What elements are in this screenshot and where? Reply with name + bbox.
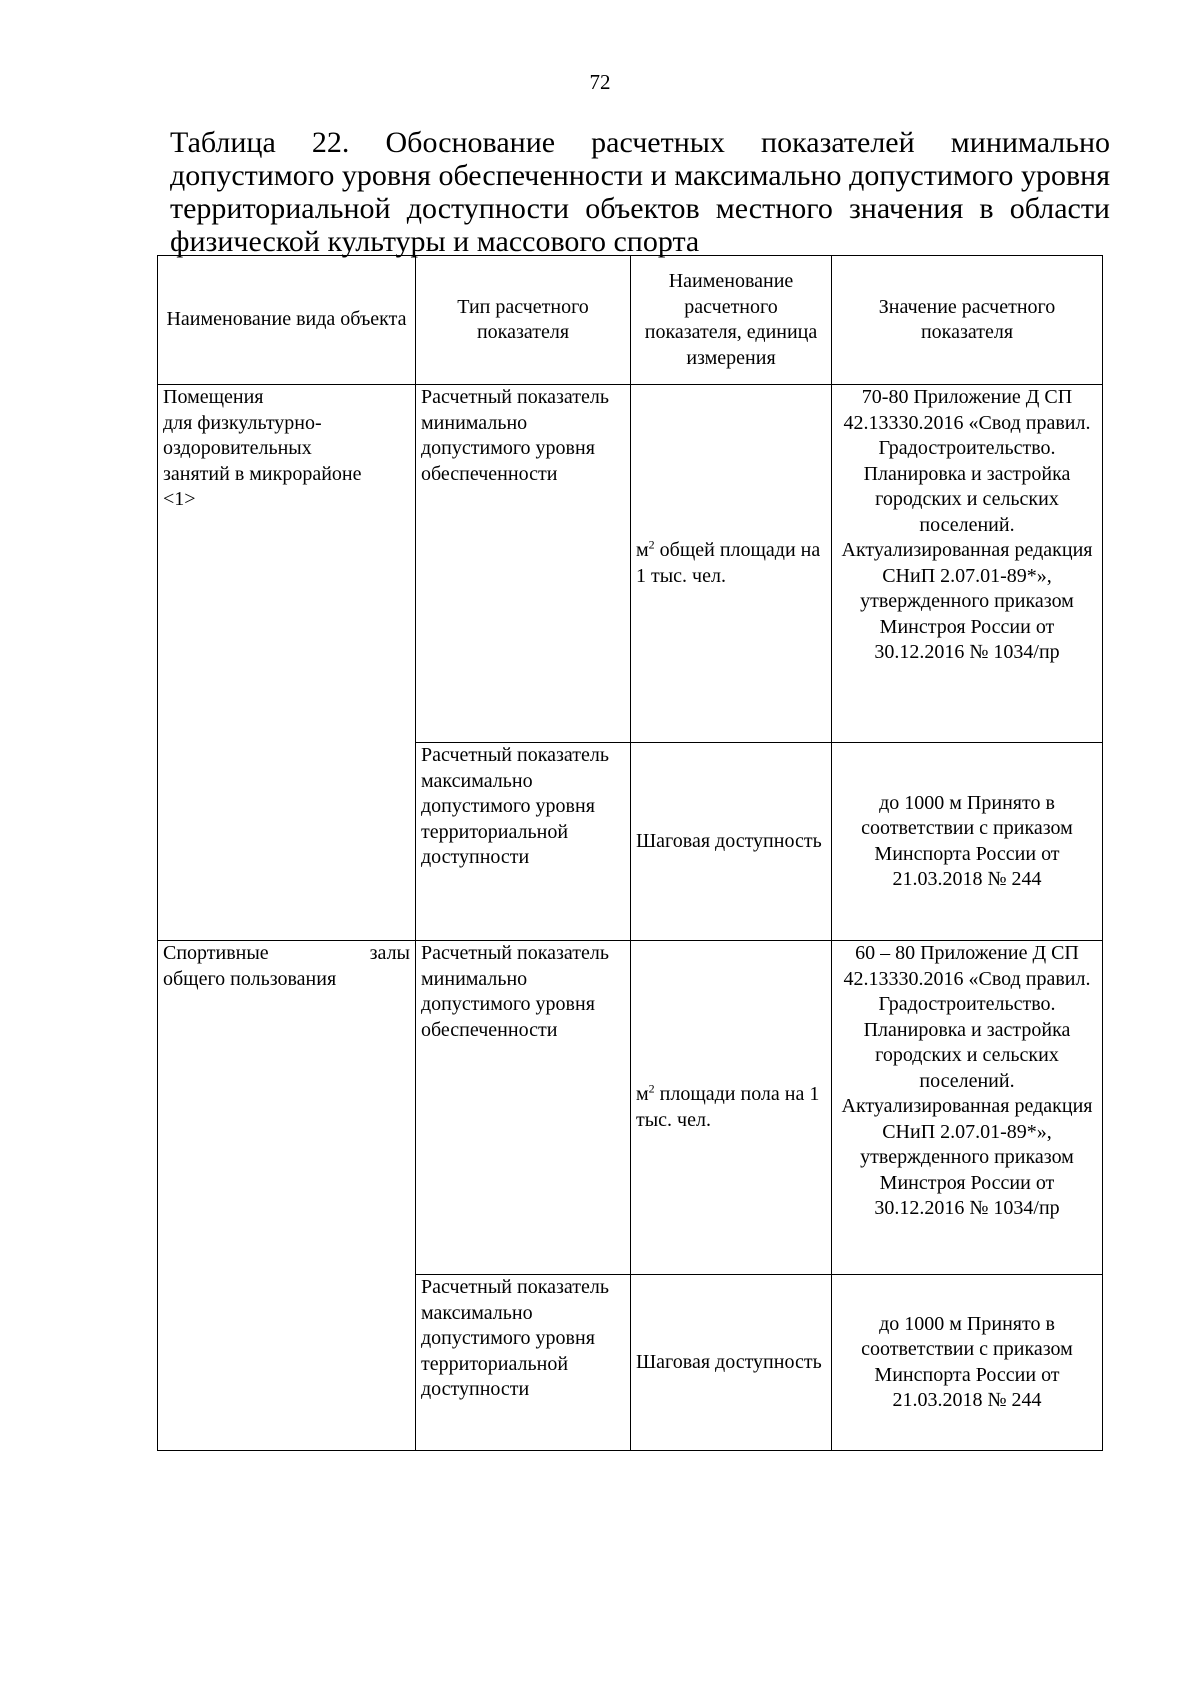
- object-name-line: Помещения: [163, 386, 264, 408]
- indicator-unit-cell: [631, 941, 832, 1275]
- indicator-type-cell: Расчетный показатель максимально допустимого уровня территориальной доступности: [416, 743, 631, 941]
- table-header-row: [158, 256, 1103, 385]
- header-object-type: Наименование вида объекта: [158, 256, 416, 385]
- indicator-type-cell: Расчетный показатель максимально допустимого уровня территориальной доступности: [416, 1275, 631, 1451]
- page-number: 72: [589, 70, 611, 94]
- unit-prefix: м: [636, 1083, 649, 1105]
- unit-rest: площади пола на 1 тыс. чел.: [636, 1083, 820, 1131]
- object-name-line: занятий в микрорайоне: [163, 462, 362, 485]
- unit-rest: общей площади на 1 тыс. чел.: [636, 539, 821, 587]
- indicators-table: [157, 255, 1103, 1451]
- indicator-unit-cell: Шаговая доступность: [631, 1275, 832, 1451]
- indicator-unit-cell: [631, 385, 832, 743]
- unit-superscript: 2: [648, 1081, 655, 1096]
- object-name-cell: [158, 385, 416, 941]
- unit-prefix: м: [636, 539, 649, 561]
- object-name-word: залы: [369, 942, 410, 964]
- object-name-first-line: [163, 941, 410, 967]
- indicator-value-cell: до 1000 м Принято в соответствии с приказом Минспорта России от 21.03.2018 № 244: [832, 1275, 1103, 1451]
- indicator-value-cell: до 1000 м Принято в соответствии с приказом Минспорта России от 21.03.2018 № 244: [832, 743, 1103, 941]
- object-name-line: общего пользования: [163, 967, 337, 990]
- header-indicator-name: Наименование расчетного показателя, единица измерения: [631, 256, 832, 385]
- unit-superscript: 2: [648, 537, 655, 552]
- object-name-word: Спортивные: [163, 942, 269, 964]
- header-indicator-value: Значение расчетного показателя: [832, 256, 1103, 385]
- indicator-unit-cell: Шаговая доступность: [631, 743, 832, 941]
- object-name-line: <1>: [163, 488, 196, 510]
- indicator-value-cell: 60 – 80 Приложение Д СП 42.13330.2016 «Свод правил. Градостроительство. Планировка и застройка городских и сельских поселений. Актуализированная редакция СНиП 2.07.01-89*», утвержденного приказом Минстроя России от 30.12.2016 № 1034/пр: [832, 941, 1103, 1275]
- object-name-line: для физкультурно-: [163, 411, 322, 434]
- table-row: [158, 941, 1103, 1275]
- indicator-type-cell: Расчетный показатель минимально допустимого уровня обеспеченности: [416, 941, 631, 1275]
- table-row: [158, 385, 1103, 743]
- indicator-value-cell: 70-80 Приложение Д СП 42.13330.2016 «Свод правил. Градостроительство. Планировка и застройка городских и сельских поселений. Актуализированная редакция СНиП 2.07.01-89*», утвержденного приказом Минстроя России от 30.12.2016 № 1034/пр: [832, 385, 1103, 743]
- object-name-line: оздоровительных: [163, 437, 312, 459]
- indicator-type-cell: Расчетный показатель минимально допустимого уровня обеспеченности: [416, 385, 631, 743]
- header-indicator-type: Тип расчетного показателя: [416, 256, 631, 385]
- table-title: Таблица 22. Обоснование расчетных показателей минимально допустимого уровня обеспеченности и максимально допустимого уровня территориальной доступности объектов местного значения в области физической культуры и массового спорта: [170, 126, 1110, 258]
- object-name-cell: [158, 941, 416, 1451]
